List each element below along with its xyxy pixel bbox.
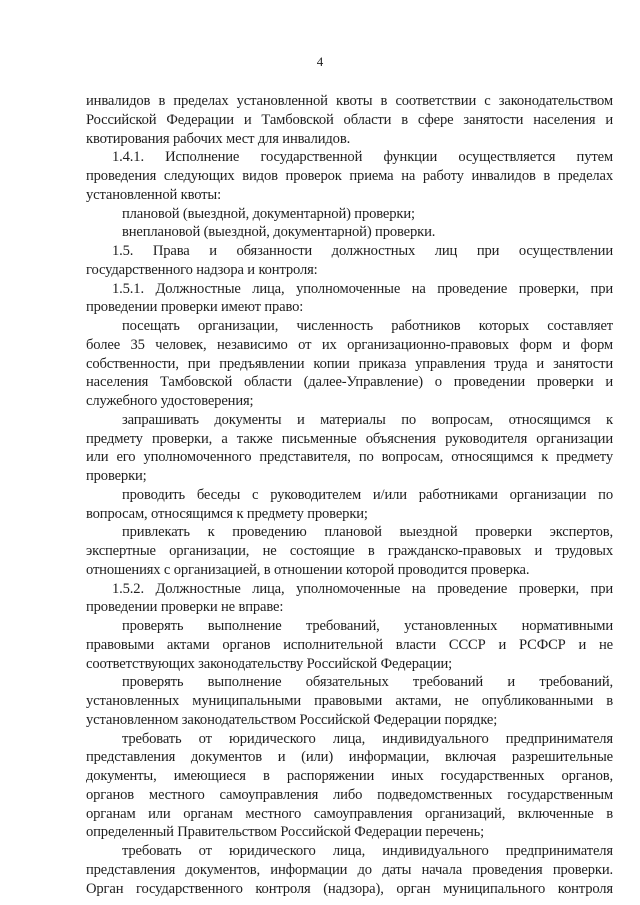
text-line: посещать организации, численность работников которых составляет bbox=[122, 318, 613, 334]
text-line: определенный Правительством Российской Федерации перечень; bbox=[86, 824, 485, 841]
text-line: проведения следующих видов проверок приема на работу инвалидов в пределах bbox=[86, 168, 613, 184]
text-line: 1.5.2. Должностные лица, уполномоченные на проведение проверки, при bbox=[112, 580, 613, 597]
text-line: требовать от юридического лица, индивидуального предпринимателя bbox=[122, 730, 613, 747]
text-line: 1.5.1. Должностные лица, уполномоченные на проведение проверки, при bbox=[112, 280, 613, 297]
text-line: более 35 человек, независимо от их организационно-правовых форм и форм bbox=[86, 336, 613, 353]
text-line: Российской Федерации и Тамбовской области в сфере занятости населения и bbox=[86, 111, 613, 128]
text-line: предмету проверки, а также письменные объяснения руководителя организации bbox=[86, 430, 613, 447]
text-line: представления документов и (или) информации, включая разрешительные bbox=[86, 749, 613, 766]
text-line: государственного надзора и контроля: bbox=[86, 261, 318, 278]
text-line: квотирования рабочих мест для инвалидов. bbox=[86, 130, 351, 147]
text-line: проверки; bbox=[86, 468, 147, 484]
text-line: 1.5. Права и обязанности должностных лиц при осуществлении bbox=[112, 243, 613, 259]
text-line: 1.4.1. Исполнение государственной функции осуществляется путем bbox=[112, 149, 613, 166]
text-line: документы, имеющиеся в распоряжении иных государственных органов, bbox=[86, 768, 613, 784]
text-line: привлекать к проведению плановой выездной проверки экспертов, bbox=[122, 524, 613, 541]
text-line: правовыми актами органов исполнительной власти СССР и РСФСР и не bbox=[86, 636, 613, 653]
text-line: требовать от юридического лица, индивидуального предпринимателя bbox=[122, 843, 613, 859]
text-line: представления документов, информации до даты начала проведения проверки. bbox=[86, 861, 613, 878]
text-line: собственности, при предъявлении копии приказа управления труда и занятости bbox=[86, 355, 613, 372]
text-line: вопросам, относящимся к предмету проверки; bbox=[86, 505, 368, 522]
text-line: запрашивать документы и материалы по вопросам, относящимся к bbox=[122, 411, 613, 428]
text-line: служебного удостоверения; bbox=[86, 393, 254, 409]
text-line: соответствующих законодательству Российской Федерации; bbox=[86, 655, 453, 672]
text-line: установленном законодательством Российской Федерации порядке; bbox=[86, 711, 498, 728]
text-line: инвалидов в пределах установленной квоты в соответствии с законодательством bbox=[86, 93, 613, 109]
text-line: внеплановой (выездной, документарной) проверки. bbox=[122, 224, 436, 241]
text-line: проведении проверки не вправе: bbox=[86, 599, 284, 616]
text-line: проведении проверки имеют право: bbox=[86, 299, 304, 316]
text-line: населения Тамбовской области (далее-Управление) о проведении проверки и bbox=[86, 374, 613, 391]
page-number: 4 bbox=[316, 54, 324, 69]
text-line: установленных муниципальными правовыми актами, не опубликованными в bbox=[86, 693, 613, 709]
text-line: плановой (выездной, документарной) проверки; bbox=[122, 205, 415, 222]
text-line: проверять выполнение требований, установленных нормативными bbox=[122, 618, 613, 634]
text-line: проверять выполнение обязательных требований и требований, bbox=[122, 674, 613, 691]
text-line: отношениях с организацией, в отношении которой проводится проверка. bbox=[86, 561, 530, 578]
text-line: экспертные организации, не состоящие в гражданско-правовых и трудовых bbox=[86, 543, 613, 559]
text-line: проводить беседы с руководителем и/или работниками организации по bbox=[122, 486, 613, 503]
text-line: установленной квоты: bbox=[86, 186, 221, 203]
text-line: или его уполномоченного представителя, по вопросам, относящимся к предмету bbox=[86, 449, 613, 466]
text-line: Орган государственного контроля (надзора), орган муниципального контроля bbox=[86, 880, 613, 897]
text-line: органам или органам местного самоуправления организаций, включенные в bbox=[86, 805, 613, 822]
text-line: органов местного самоуправления либо подведомственных государственным bbox=[86, 786, 613, 803]
